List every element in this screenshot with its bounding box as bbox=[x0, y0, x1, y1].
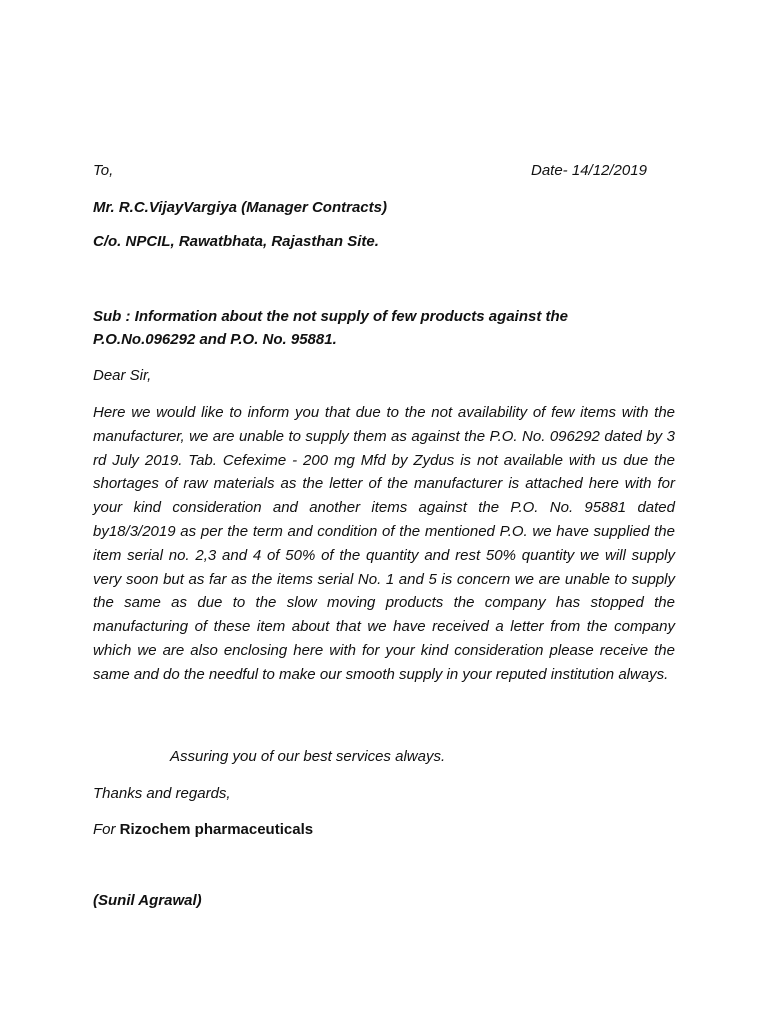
for-company-line bbox=[93, 821, 313, 838]
to-line: To, bbox=[93, 162, 114, 179]
assurance-line: Assuring you of our best services always. bbox=[170, 748, 446, 765]
subject-line: Sub : Information about the not supply of few products against the P.O.No.096292 and P.O. No. 95881. bbox=[93, 308, 568, 348]
closing-thanks: Thanks and regards, bbox=[93, 785, 231, 802]
signatory-name: (Sunil Agrawal) bbox=[93, 892, 202, 909]
salutation: Dear Sir, bbox=[93, 367, 152, 384]
recipient-address: C/o. NPCIL, Rawatbhata, Rajasthan Site. bbox=[93, 233, 379, 250]
letter-date: Date- 14/12/2019 bbox=[531, 162, 647, 179]
for-prefix: For bbox=[93, 821, 120, 838]
recipient-name: Mr. R.C.VijayVargiya (Manager Contracts) bbox=[93, 199, 387, 216]
body-paragraph: Here we would like to inform you that due to the not availability of few items with the manufacturer, we are unable to supply them as against the P.O. No. 096292 dated by 3 rd July 2019. Tab. Cefexime - 200 mg Mfd by Zydus is not available with us due the shortages of raw materials as the letter of the manufacturer is attached here with for your kind consideration and another items against the P.O. No. 95881 dated by18/3/2019 as per the term and condition of the mentioned P.O. we have supplied the item serial no. 2,3 and 4 of 50% of the quantity and rest 50% quantity we will supply very soon but as far as the items serial No. 1 and 5 is concern we are unable to supply the same as due to the slow moving products the company has stopped the manufacturing of these item about that we have received a letter from the company which we are also enclosing here with for your kind consideration please receive the same and do the needful to make our smooth supply in your reputed institution always. bbox=[93, 404, 675, 683]
company-name: Rizochem pharmaceuticals bbox=[119, 821, 314, 838]
